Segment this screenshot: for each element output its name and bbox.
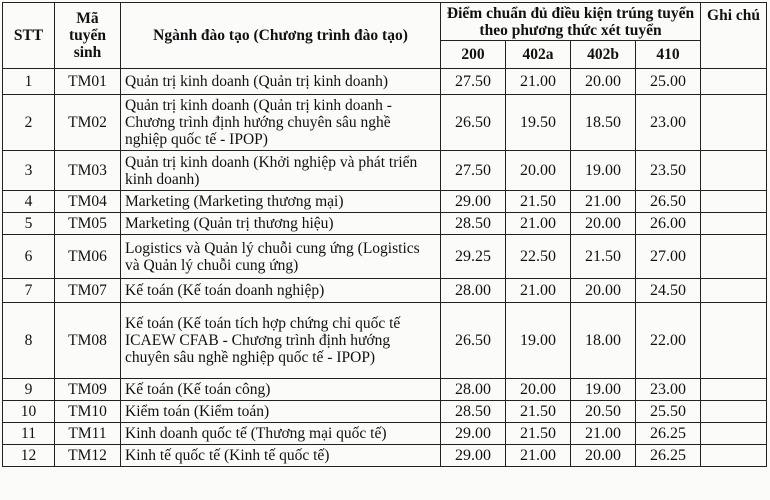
cell-nganh: Quản trị kinh doanh (Quản trị kinh doanh - Chương trình định hướng chuyên sâu nghề nghiệp quốc tế - IPOP)	[121, 95, 441, 151]
cell-nganh: Marketing (Quản trị thương hiệu)	[121, 213, 441, 235]
cell-d200: 27.50	[441, 69, 506, 95]
cell-ma: TM12	[55, 445, 121, 467]
cell-d402a: 22.50	[506, 235, 571, 279]
cell-d410: 24.50	[636, 279, 701, 303]
table-row	[3, 279, 767, 303]
cell-d402b: 18.50	[571, 95, 636, 151]
cell-ma: TM03	[55, 151, 121, 191]
table-row	[3, 445, 767, 467]
cell-d402a: 21.50	[506, 423, 571, 445]
cell-d200: 29.25	[441, 235, 506, 279]
cell-d200: 29.00	[441, 191, 506, 213]
table-row	[3, 151, 767, 191]
cell-d402a: 21.00	[506, 279, 571, 303]
cell-ghi	[701, 445, 767, 467]
cell-d200: 28.50	[441, 401, 506, 423]
cell-ghi	[701, 235, 767, 279]
cell-nganh: Quản trị kinh doanh (Khởi nghiệp và phát triển kinh doanh)	[121, 151, 441, 191]
cell-stt: 9	[3, 379, 55, 401]
cell-d200: 27.50	[441, 151, 506, 191]
cell-stt: 11	[3, 423, 55, 445]
cell-d402a: 21.50	[506, 401, 571, 423]
cell-d402b: 20.00	[571, 445, 636, 467]
header-method-410: 410	[636, 41, 701, 69]
table-row	[3, 69, 767, 95]
cell-d410: 26.50	[636, 191, 701, 213]
cell-d410: 23.00	[636, 95, 701, 151]
cell-d200: 28.00	[441, 279, 506, 303]
cell-ma: TM06	[55, 235, 121, 279]
table-body	[3, 69, 767, 467]
cell-ghi	[701, 303, 767, 379]
cell-d410: 26.25	[636, 423, 701, 445]
cell-d200: 28.50	[441, 213, 506, 235]
cell-ma: TM11	[55, 423, 121, 445]
cell-d410: 23.00	[636, 379, 701, 401]
cell-d200: 26.50	[441, 303, 506, 379]
cell-ghi	[701, 379, 767, 401]
cell-ghi	[701, 401, 767, 423]
cell-ma: TM08	[55, 303, 121, 379]
table-row	[3, 213, 767, 235]
cell-ghi	[701, 191, 767, 213]
cell-d402b: 20.00	[571, 213, 636, 235]
cell-ghi	[701, 279, 767, 303]
cell-stt: 4	[3, 191, 55, 213]
cell-ma: TM09	[55, 379, 121, 401]
cell-d402a: 21.00	[506, 445, 571, 467]
cell-stt: 1	[3, 69, 55, 95]
cell-nganh: Quản trị kinh doanh (Quản trị kinh doanh)	[121, 69, 441, 95]
header-nganh-dao-tao: Ngành đào tạo (Chương trình đào tạo)	[121, 3, 441, 69]
cell-stt: 12	[3, 445, 55, 467]
cell-d410: 25.50	[636, 401, 701, 423]
table-row	[3, 401, 767, 423]
cell-ma: TM05	[55, 213, 121, 235]
cell-d410: 26.00	[636, 213, 701, 235]
cell-nganh: Kinh tế quốc tế (Kinh tế quốc tế)	[121, 445, 441, 467]
header-ghi-chu: Ghi chú	[701, 3, 767, 69]
table-row	[3, 235, 767, 279]
cell-d402b: 21.50	[571, 235, 636, 279]
cell-nganh: Marketing (Marketing thương mại)	[121, 191, 441, 213]
cell-stt: 2	[3, 95, 55, 151]
cell-ma: TM07	[55, 279, 121, 303]
cell-d402a: 20.00	[506, 379, 571, 401]
cell-d402b: 20.00	[571, 279, 636, 303]
table-row	[3, 95, 767, 151]
cell-ma: TM02	[55, 95, 121, 151]
cell-d410: 26.25	[636, 445, 701, 467]
cell-ma: TM04	[55, 191, 121, 213]
cell-d402a: 21.00	[506, 213, 571, 235]
cell-stt: 3	[3, 151, 55, 191]
cell-nganh: Kế toán (Kế toán tích hợp chứng chỉ quốc tế ICAEW CFAB - Chương trình định hướng chuyên sâu nghề nghiệp quốc tế - IPOP)	[121, 303, 441, 379]
cell-stt: 7	[3, 279, 55, 303]
cell-d410: 25.00	[636, 69, 701, 95]
cell-d402b: 21.00	[571, 191, 636, 213]
cell-d200: 29.00	[441, 445, 506, 467]
cell-d410: 23.50	[636, 151, 701, 191]
cell-ma: TM10	[55, 401, 121, 423]
cell-d402a: 21.50	[506, 191, 571, 213]
cell-ghi	[701, 69, 767, 95]
cell-ghi	[701, 213, 767, 235]
header-method-200: 200	[441, 41, 506, 69]
cell-d402b: 18.00	[571, 303, 636, 379]
cell-stt: 10	[3, 401, 55, 423]
cell-d402a: 19.00	[506, 303, 571, 379]
cell-nganh: Kinh doanh quốc tế (Thương mại quốc tế)	[121, 423, 441, 445]
cell-ghi	[701, 423, 767, 445]
cell-d410: 27.00	[636, 235, 701, 279]
cell-nganh: Kế toán (Kế toán doanh nghiệp)	[121, 279, 441, 303]
cell-d200: 26.50	[441, 95, 506, 151]
cell-nganh: Kiểm toán (Kiểm toán)	[121, 401, 441, 423]
cell-d402b: 21.00	[571, 423, 636, 445]
cell-ghi	[701, 151, 767, 191]
cell-d402b: 20.00	[571, 69, 636, 95]
table-header	[3, 3, 767, 69]
cell-d200: 28.00	[441, 379, 506, 401]
table-row	[3, 191, 767, 213]
cell-ma: TM01	[55, 69, 121, 95]
cell-nganh: Kế toán (Kế toán công)	[121, 379, 441, 401]
cell-d402a: 21.00	[506, 69, 571, 95]
table-row	[3, 379, 767, 401]
cell-stt: 5	[3, 213, 55, 235]
cell-ghi	[701, 95, 767, 151]
admission-scores-table	[2, 2, 767, 467]
header-method-402b: 402b	[571, 41, 636, 69]
cell-stt: 6	[3, 235, 55, 279]
cell-d402b: 19.00	[571, 151, 636, 191]
cell-stt: 8	[3, 303, 55, 379]
cell-d402a: 19.50	[506, 95, 571, 151]
cell-d402a: 20.00	[506, 151, 571, 191]
header-method-402a: 402a	[506, 41, 571, 69]
cell-d200: 29.00	[441, 423, 506, 445]
cell-nganh: Logistics và Quản lý chuỗi cung ứng (Logistics và Quản lý chuỗi cung ứng)	[121, 235, 441, 279]
cell-d402b: 19.00	[571, 379, 636, 401]
cell-d410: 22.00	[636, 303, 701, 379]
header-stt: STT	[3, 3, 55, 69]
cell-d402b: 20.50	[571, 401, 636, 423]
table-row	[3, 303, 767, 379]
header-ma-tuyen-sinh: Mã tuyển sinh	[55, 3, 121, 69]
table-row	[3, 423, 767, 445]
header-diem-chuan: Điểm chuẩn đủ điều kiện trúng tuyển theo phương thức xét tuyển	[441, 3, 701, 41]
